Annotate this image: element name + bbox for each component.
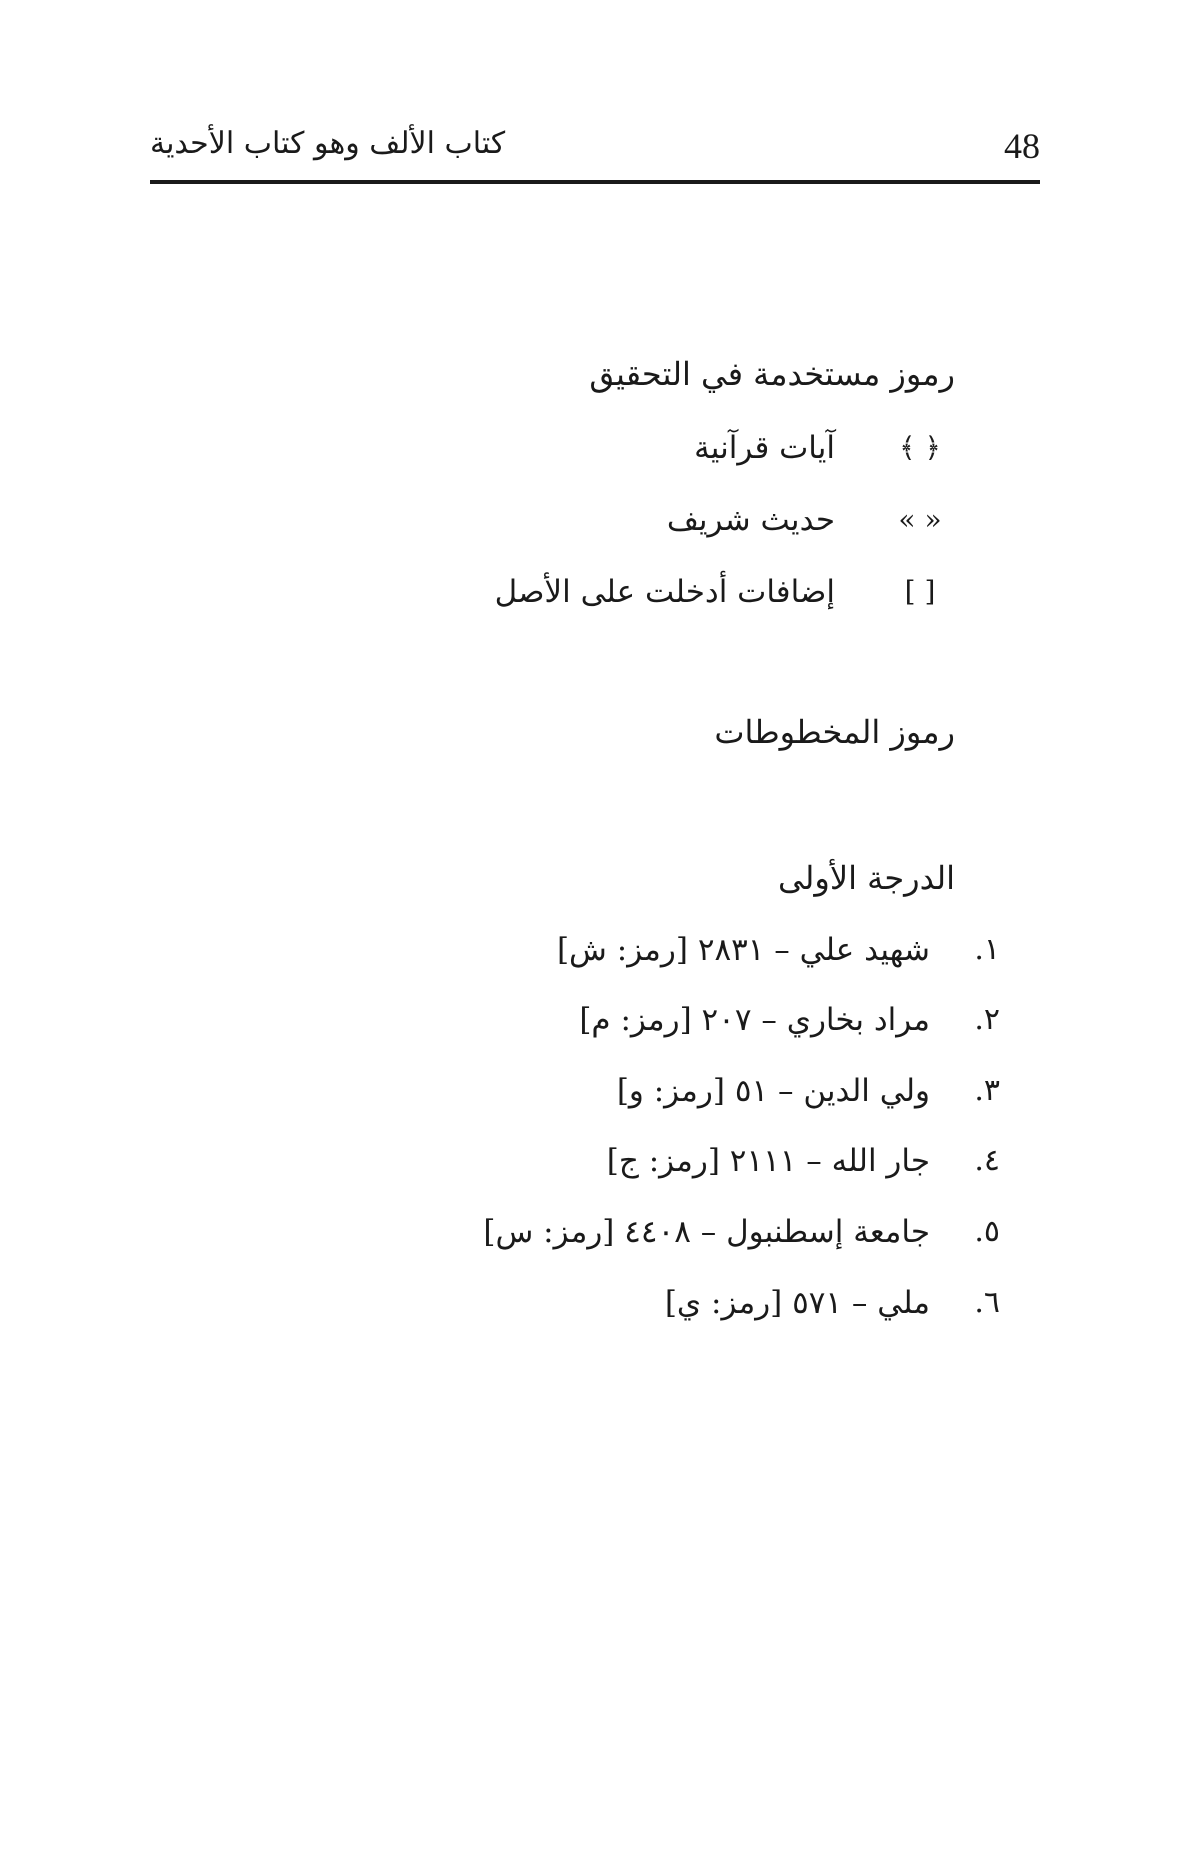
manuscript-item [440, 1136, 1000, 1186]
symbol-row-quran [455, 424, 955, 472]
item-text: ولي الدين – ٥١ [رمز: و] [616, 1073, 930, 1109]
item-number: ١. [974, 932, 1000, 967]
item-number: ٦. [974, 1285, 1000, 1320]
item-number: ٥. [974, 1214, 1000, 1249]
level-heading: الدرجة الأولى [777, 859, 955, 897]
symbol-row-additions [455, 568, 955, 616]
item-text: شهيد علي – ٢٨٣١ [رمز: ش] [556, 932, 930, 968]
symbol-row-hadith [455, 496, 955, 544]
item-number: ٢. [974, 1002, 1000, 1037]
manuscript-item [440, 995, 1000, 1045]
manuscript-item [440, 1278, 1000, 1328]
manuscript-item [440, 1066, 1000, 1116]
item-number: ٣. [974, 1073, 1000, 1108]
manuscript-item [440, 925, 1000, 975]
item-text: جامعة إسطنبول – ٤٤٠٨ [رمز: س] [483, 1214, 930, 1250]
page-number: 48 [1004, 126, 1040, 166]
manuscripts-heading: رموز المخطوطات [714, 713, 955, 751]
symbol-mark: « » [898, 503, 942, 536]
symbol-label: إضافات أدخلت على الأصل [494, 574, 835, 610]
symbols-heading: رموز مستخدمة في التحقيق [589, 355, 955, 393]
symbol-label: آيات قرآنية [694, 430, 835, 466]
page-header [150, 118, 1040, 178]
symbol-label: حديث شريف [666, 502, 835, 538]
item-text: جار الله – ٢١١١ [رمز: ج] [606, 1143, 930, 1179]
header-rule [150, 180, 1040, 184]
manuscript-item [440, 1207, 1000, 1257]
item-text: ملي – ٥٧١ [رمز: ي] [664, 1285, 930, 1321]
symbol-mark: [ ] [904, 575, 936, 608]
item-number: ٤. [974, 1143, 1000, 1178]
item-text: مراد بخاري – ٢٠٧ [رمز: م] [579, 1002, 930, 1038]
running-title: كتاب الألف وهو كتاب الأحدية [150, 126, 506, 161]
symbol-mark: ﴿ ﴾ [899, 431, 941, 464]
